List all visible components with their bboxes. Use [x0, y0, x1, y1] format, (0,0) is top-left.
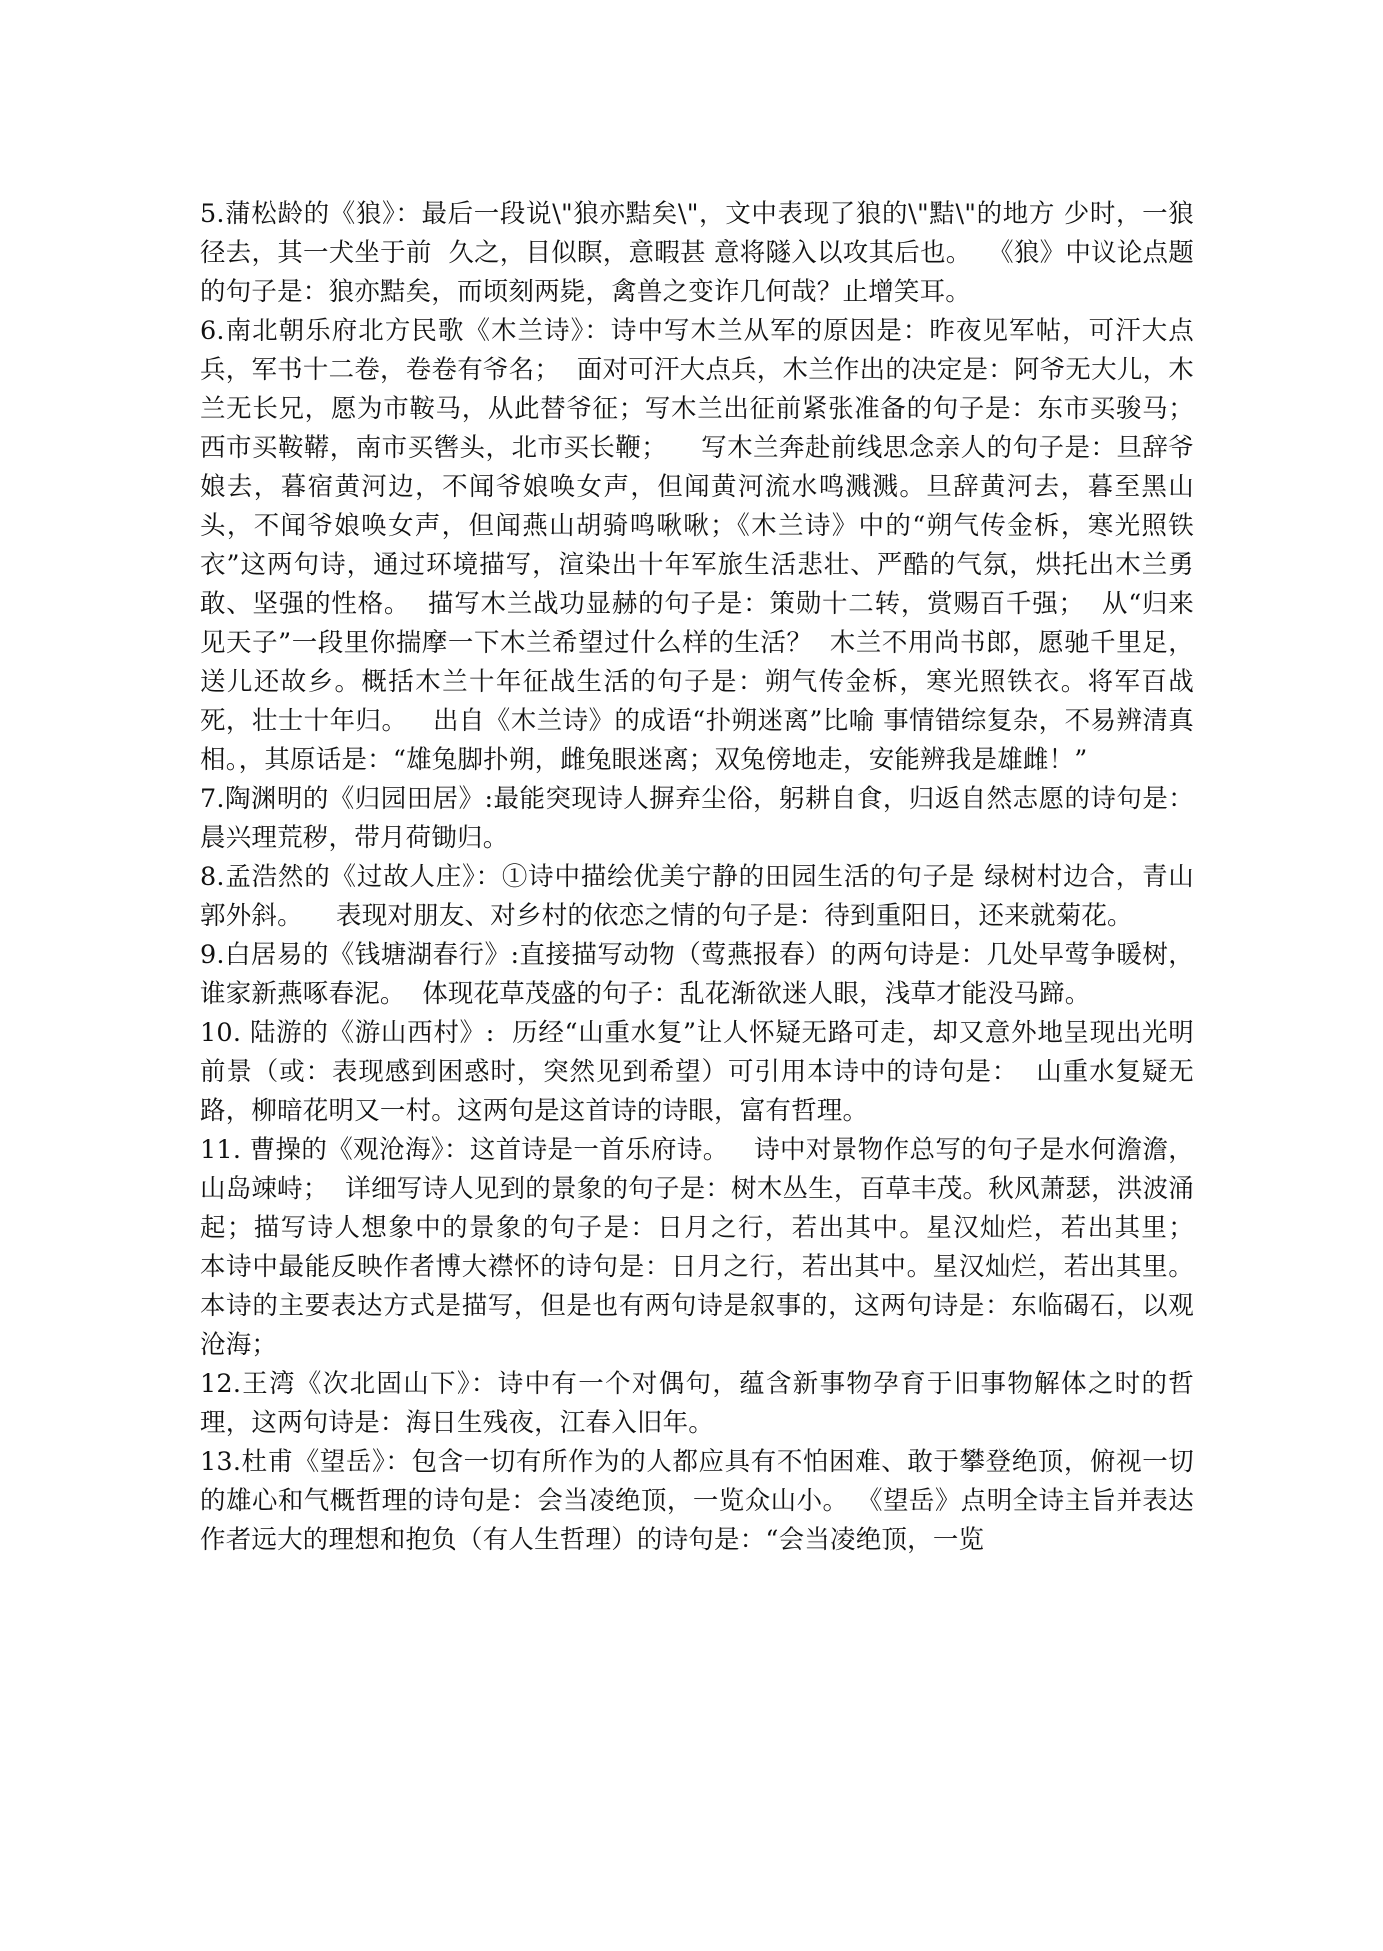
paragraph-item-8: 8.孟浩然的《过故人庄》：①诗中描绘优美宁静的田园生活的句子是 绿树村边合，青山郭外斜。 表现对朋友、对乡村的依恋之情的句子是：待到重阳日，还来就菊花。 [200, 862, 1194, 931]
paragraph-item-11: 11. 曹操的《观沧海》：这首诗是一首乐府诗。 诗中对景物作总写的句子是水何澹澹，山岛竦峙； 详细写诗人见到的景象的句子是：树木丛生，百草丰茂。秋风萧瑟，洪波涌起；描写诗人想象中的景象的句子是：日月之行，若出其中。星汉灿烂，若出其里； 本诗中最能反映作者博大襟怀的诗句是：日月之行，若出其中。星汉灿烂，若出其里。 本诗的主要表达方式是描写，但是也有两句诗是叙事的，这两句诗是：东临碣石，以观沧海； [200, 1135, 1219, 1360]
paragraph-item-9: 9.白居易的《钱塘湖春行》:直接描写动物（莺燕报春）的两句诗是：几处早莺争暖树，谁家新燕啄春泥。 体现花草茂盛的句子：乱花渐欲迷人眼，浅草才能没马蹄。 [200, 940, 1194, 1009]
paragraph-item-5: 5.蒲松龄的《狼》：最后一段说\"狼亦黠矣\"，文中表现了狼的\"黠\"的地方 少时，一狼径去，其一犬坐于前 久之，目似瞑，意暇甚 意将隧入以攻其后也。 《狼》中议论点题的句子是：狼亦黠矣，而顷刻两毙，禽兽之变诈几何哉？止增笑耳。 [200, 199, 1194, 307]
paragraph-item-10: 10. 陆游的《游山西村》: 历经“山重水复”让人怀疑无路可走，却又意外地呈现出光明前景（或：表现感到困惑时，突然见到希望）可引用本诗中的诗句是： 山重水复疑无路，柳暗花明又一村。这两句是这首诗的诗眼，富有哲理。 [200, 1018, 1194, 1126]
paragraph-item-13: 13.杜甫《望岳》：包含一切有所作为的人都应具有不怕困难、敢于攀登绝顶，俯视一切的雄心和气概哲理的诗句是：会当凌绝顶，一览众山小。 《望岳》点明全诗主旨并表达作者远大的理想和抱负（有人生哲理）的诗句是：“会当凌绝顶，一览 [200, 1447, 1194, 1555]
paragraph-item-7: 7.陶渊明的《归园田居》:最能突现诗人摒弃尘俗，躬耕自食，归返自然志愿的诗句是：晨兴理荒秽，带月荷锄归。 [200, 784, 1194, 853]
paragraph-item-12: 12.王湾《次北固山下》：诗中有一个对偶句，蕴含新事物孕育于旧事物解体之时的哲理，这两句诗是：海日生残夜，江春入旧年。 [200, 1369, 1194, 1438]
document-body [200, 195, 1219, 1560]
paragraph-item-6: 6.南北朝乐府北方民歌《木兰诗》：诗中写木兰从军的原因是：昨夜见军帖，可汗大点兵，军书十二卷，卷卷有爷名； 面对可汗大点兵，木兰作出的决定是：阿爷无大儿，木兰无长兄，愿为市鞍马，从此替爷征；写木兰出征前紧张准备的句子是：东市买骏马；西市买鞍鞯，南市买辔头，北市买长鞭； 写木兰奔赴前线思念亲人的句子是：旦辞爷娘去，暮宿黄河边，不闻爷娘唤女声，但闻黄河流水鸣溅溅。旦辞黄河去，暮至黑山头，不闻爷娘唤女声，但闻燕山胡骑鸣啾啾；《木兰诗》中的“朔气传金柝，寒光照铁衣”这两句诗，通过环境描写，渲染出十年军旅生活悲壮、严酷的气氛，烘托出木兰勇敢、坚强的性格。 描写木兰战功显赫的句子是：策勋十二转，赏赐百千强； 从“归来见天子”一段里你揣摩一下木兰希望过什么样的生活？ 木兰不用尚书郎，愿驰千里足，送儿还故乡。概括木兰十年征战生活的句子是：朔气传金柝，寒光照铁衣。将军百战死，壮士十年归。 出自《木兰诗》的成语“扑朔迷离”比喻 事情错综复杂，不易辨清真相。，其原话是：“雄兔脚扑朔，雌兔眼迷离；双兔傍地走，安能辨我是雄雌！” [200, 316, 1194, 775]
